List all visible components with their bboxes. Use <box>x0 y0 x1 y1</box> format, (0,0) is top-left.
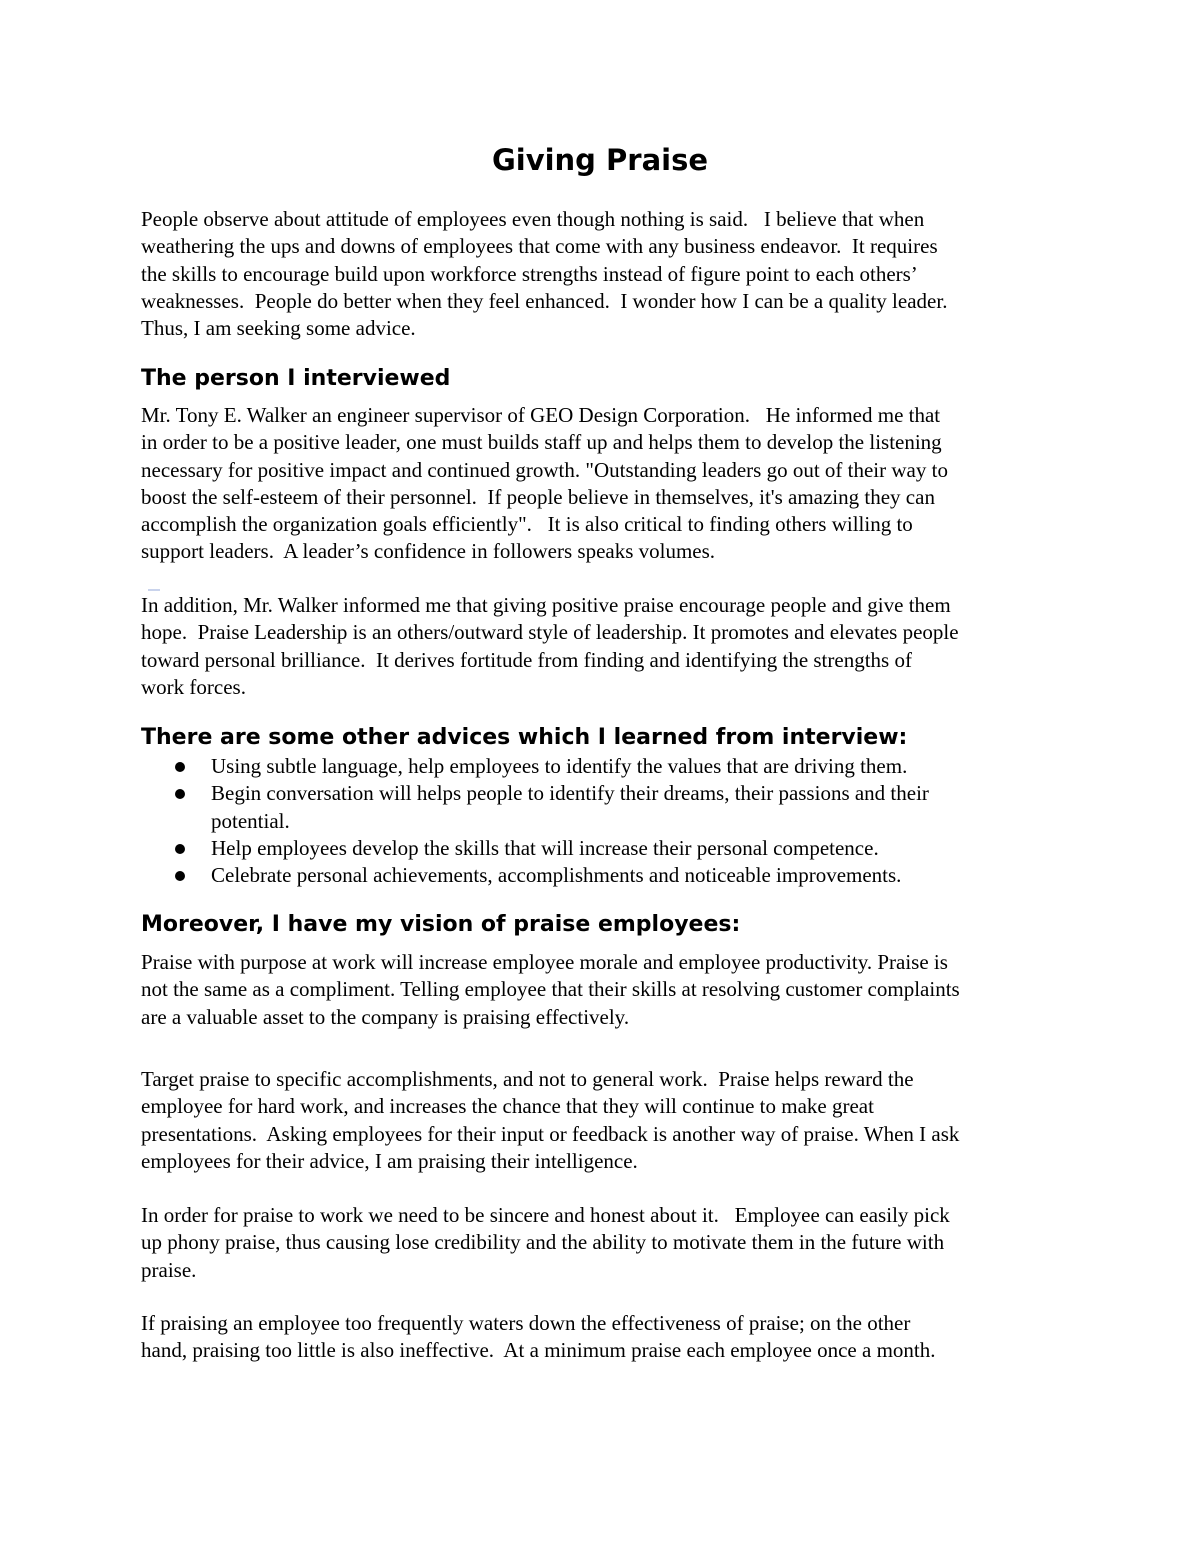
vision-paragraph-4 <box>141 1310 1066 1365</box>
text-line: If praising an employee too frequently waters down the effectiveness of praise; on the other <box>141 1311 911 1335</box>
text-line: Target praise to specific accomplishments, and not to general work. Praise helps reward the <box>141 1067 914 1091</box>
text-line: praise. <box>141 1257 197 1282</box>
text-line: potential. <box>211 808 290 833</box>
bullet-icon <box>175 762 185 772</box>
advice-bullet-list <box>141 753 1066 889</box>
text-line: the skills to encourage build upon workforce strengths instead of figure point to each others’ <box>141 261 918 286</box>
text-line: Mr. Tony E. Walker an engineer supervisor of GEO Design Corporation. He informed me that <box>141 403 941 427</box>
bullet-icon <box>175 844 185 854</box>
text-line: toward personal brilliance. It derives fortitude from finding and identifying the strengths of <box>141 647 912 672</box>
text-line: weaknesses. People do better when they feel enhanced. I wonder how I can be a quality leader. <box>141 288 948 313</box>
text-line: Praise with purpose at work will increase employee morale and employee productivity. Praise is <box>141 950 948 974</box>
list-item <box>141 862 1066 889</box>
text-line: employee for hard work, and increases the chance that they will continue to make great <box>141 1094 874 1119</box>
vision-paragraph-3 <box>141 1202 1066 1284</box>
vision-paragraph-1 <box>141 949 1066 1031</box>
text-line: In addition, Mr. Walker informed me that giving positive praise encourage people and give them <box>141 593 951 617</box>
list-item <box>141 753 1066 780</box>
interview-paragraph-1 <box>141 402 1066 566</box>
text-line: support leaders. A leader’s confidence in followers speaks volumes. <box>141 539 716 564</box>
section-heading-vision: Moreover, I have my vision of praise employees: <box>141 912 741 937</box>
text-line: hand, praising too little is also ineffective. At a minimum praise each employee once a month. <box>141 1338 936 1363</box>
document-title: Giving Praise <box>491 143 709 177</box>
text-line: work forces. <box>141 674 246 699</box>
text-line: Help employees develop the skills that will increase their personal competence. <box>211 835 879 860</box>
text-cursor-mark <box>148 589 160 591</box>
section-heading-advice: There are some other advices which I learned from interview: <box>141 725 908 750</box>
text-line: presentations. Asking employees for their input or feedback is another way of praise. When I ask <box>141 1121 960 1146</box>
text-line: up phony praise, thus causing lose credibility and the ability to motivate them in the future with <box>141 1230 945 1255</box>
text-line: hope. Praise Leadership is an others/outward style of leadership. It promotes and elevates people <box>141 620 959 645</box>
text-line: Thus, I am seeking some advice. <box>141 316 416 341</box>
text-line: Using subtle language, help employees to identify the values that are driving them. <box>211 754 908 778</box>
text-line: Celebrate personal achievements, accomplishments and noticeable improvements. <box>211 863 902 888</box>
list-item <box>141 780 1066 835</box>
bullet-icon <box>175 871 185 881</box>
interview-paragraph-2 <box>141 592 1066 701</box>
vision-paragraph-2 <box>141 1066 1066 1175</box>
text-line: weathering the ups and downs of employees that come with any business endeavor. It requires <box>141 234 938 259</box>
text-line: employees for their advice, I am praising their intelligence. <box>141 1148 638 1173</box>
text-line: accomplish the organization goals efficiently". It is also critical to finding others willing to <box>141 512 913 537</box>
text-line: Begin conversation will helps people to identify their dreams, their passions and their <box>211 781 929 806</box>
text-line: in order to be a positive leader, one must builds staff up and helps them to develop the listening <box>141 430 942 455</box>
list-item <box>141 835 1066 862</box>
text-line: not the same as a compliment. Telling employee that their skills at resolving customer complaints <box>141 977 960 1002</box>
bullet-icon <box>175 789 185 799</box>
intro-paragraph <box>141 206 1066 342</box>
text-line: People observe about attitude of employees even though nothing is said. I believe that when <box>141 207 925 231</box>
text-line: are a valuable asset to the company is praising effectively. <box>141 1004 630 1029</box>
text-line: boost the self-esteem of their personnel. If people believe in themselves, it's amazing they can <box>141 484 935 509</box>
section-heading-interview: The person I interviewed <box>141 366 451 391</box>
text-line: In order for praise to work we need to be sincere and honest about it. Employee can easily pick <box>141 1203 950 1227</box>
text-line: necessary for positive impact and continued growth. "Outstanding leaders go out of their way to <box>141 457 948 482</box>
